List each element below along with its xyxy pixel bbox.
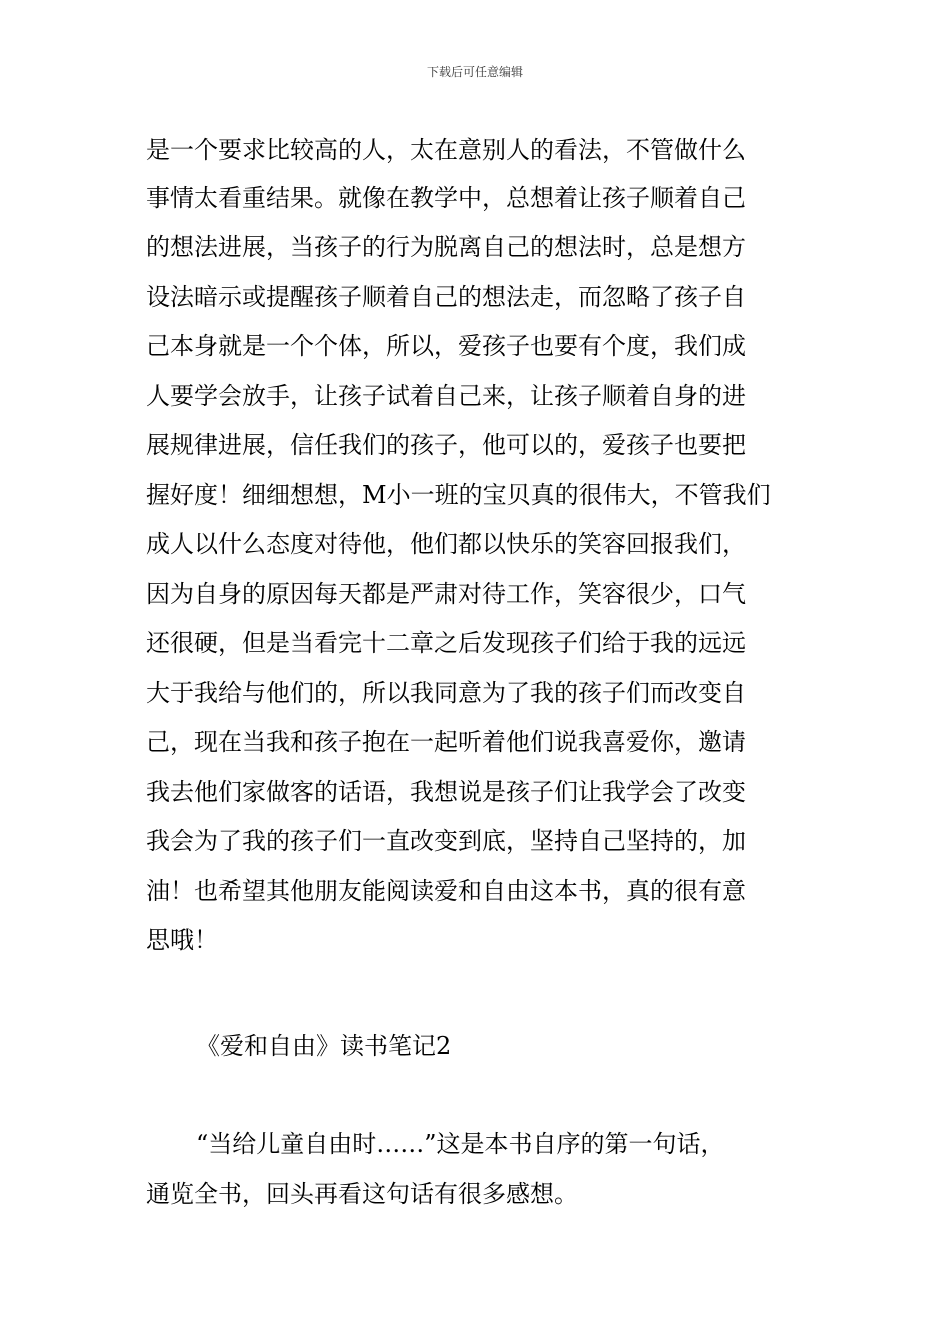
paragraph-line: 大于我给与他们的，所以我同意为了我的孩子们而改变自: [146, 679, 746, 707]
paragraph-line: 事情太看重结果。就像在教学中，总想着让孩子顺着自己: [146, 184, 746, 212]
paragraph-line: 我会为了我的孩子们一直改变到底，坚持自己坚持的，加: [146, 827, 746, 855]
paragraph-line: 设法暗示或提醒孩子顺着自己的想法走，而忽略了孩子自: [146, 283, 746, 311]
paragraph-line: 己本身就是一个个体，所以，爱孩子也要有个度，我们成: [146, 332, 746, 360]
section-title: 《爱和自由》读书笔记2: [196, 1032, 452, 1060]
paragraph-line: 思哦！: [146, 926, 218, 954]
paragraph-line: “当给儿童自由时……”这是本书自序的第一句话，: [196, 1130, 725, 1158]
paragraph-line: 油！也希望其他朋友能阅读爱和自由这本书，真的很有意: [146, 877, 746, 905]
paragraph-line: 通览全书，回头再看这句话有很多感想。: [146, 1180, 578, 1208]
paragraph-line: 是一个要求比较高的人，太在意别人的看法，不管做什么: [146, 136, 746, 164]
paragraph-line: 握好度！细细想想，M小一班的宝贝真的很伟大，不管我们: [146, 481, 771, 509]
paragraph-line: 因为自身的原因每天都是严肃对待工作，笑容很少，口气: [146, 580, 746, 608]
paragraph-line: 的想法进展，当孩子的行为脱离自己的想法时，总是想方: [146, 233, 746, 261]
paragraph-line: 还很硬，但是当看完十二章之后发现孩子们给于我的远远: [146, 629, 746, 657]
paragraph-line: 成人以什么态度对待他，他们都以快乐的笑容回报我们，: [146, 530, 746, 558]
paragraph-line: 人要学会放手，让孩子试着自己来，让孩子顺着自身的进: [146, 382, 746, 410]
paragraph-line: 展规律进展，信任我们的孩子，他可以的，爱孩子也要把: [146, 431, 746, 459]
paragraph-line: 己，现在当我和孩子抱在一起听着他们说我喜爱你，邀请: [146, 728, 746, 756]
page-header-note: 下载后可任意编辑: [426, 65, 523, 79]
paragraph-line: 我去他们家做客的话语，我想说是孩子们让我学会了改变: [146, 778, 746, 806]
